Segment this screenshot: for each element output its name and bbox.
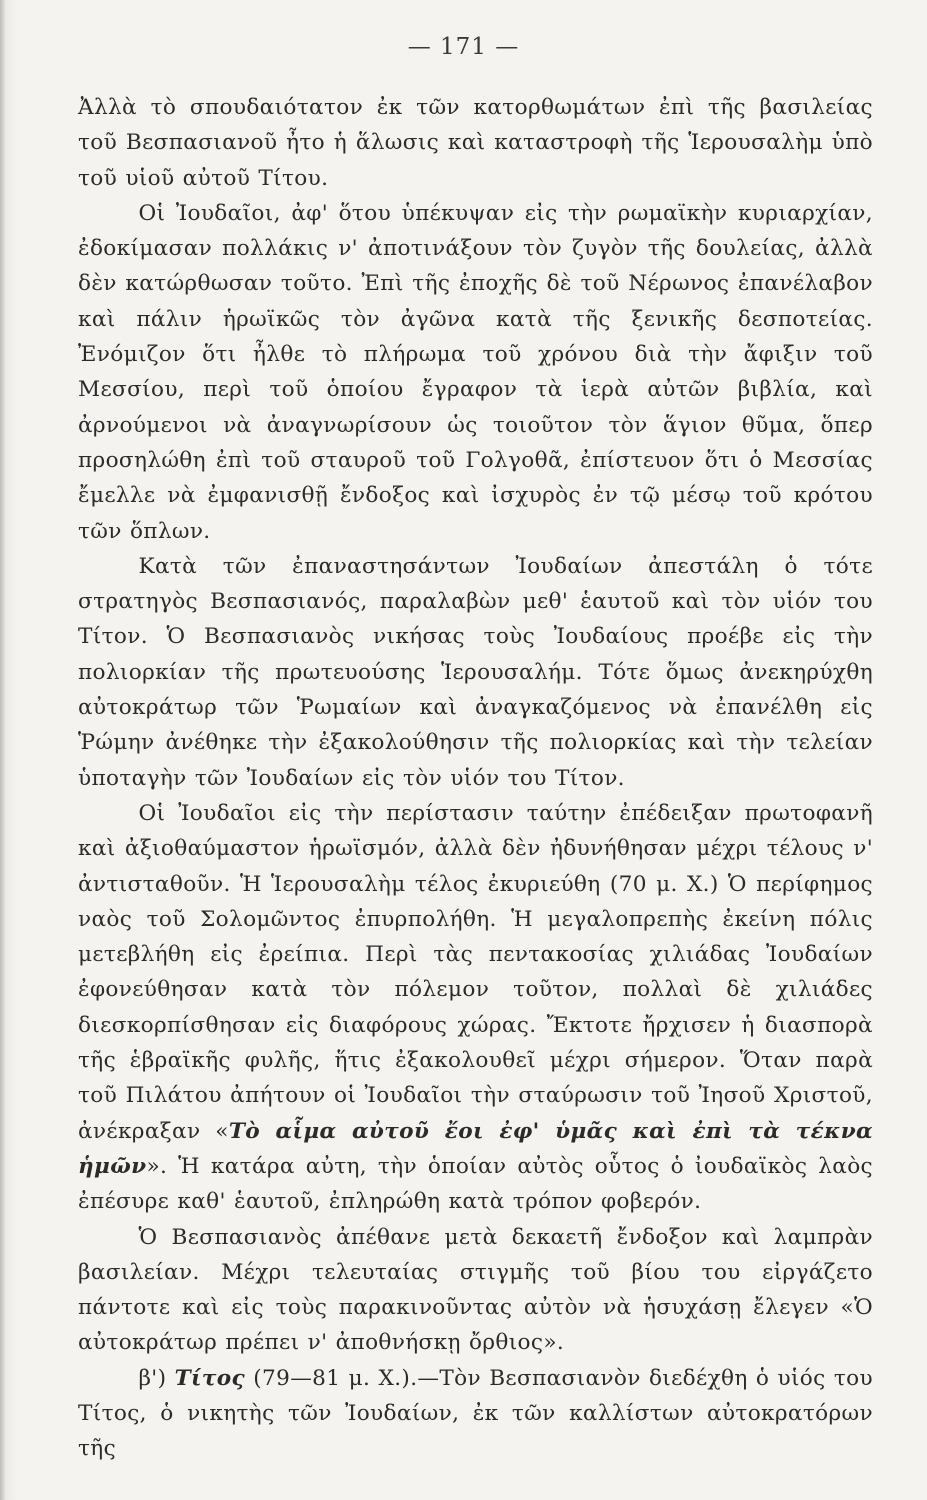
page-number: — 171 —: [407, 34, 520, 60]
section-marker: β'): [138, 1365, 175, 1391]
section-heading-titus: Τίτος: [174, 1365, 245, 1391]
paragraph-4: [78, 796, 873, 1220]
paragraph-4-text-before: Οἱ Ἰουδαῖοι εἰς τὴν περίστασιν ταύτην ἐπέδειξαν πρωτοφανῆ καὶ ἀξιοθαύμαστον ἡρωϊσμόν, ἀλλὰ δὲν ἠδυνήθησαν μέχρι τέλους ν' ἀντισταθοῦν. Ἡ Ἱερουσαλὴμ τέλος ἐκυριεύθη (70 μ. Χ.) Ὁ περίφημος ναὸς τοῦ Σολομῶντος ἐπυρπολήθη. Ἡ μεγαλοπρεπὴς ἐκείνη πόλις μετεβλήθη εἰς ἐρείπια. Περὶ τὰς πεντακοσίας χιλιάδας Ἰουδαίων ἐφονεύθησαν κατὰ τὸν πόλεμον τοῦτον, πολλαὶ δὲ χιλιάδες διεσκορπίσθησαν εἰς διαφόρους χώρας. Ἔκτοτε ἤρχισεν ἡ διασπορὰ τῆς ἑβραϊκῆς φυλῆς, ἥτις ἐξακολουθεῖ μέχρι σήμερον. Ὅταν παρὰ τοῦ Πιλάτου ἀπήτουν οἱ Ἰουδαῖοι τὴν σταύρωσιν τοῦ Ἰησοῦ Χριστοῦ, ἀνέκραξαν «: [78, 800, 873, 1144]
body-text: [78, 90, 873, 1467]
paragraph-2: Οἱ Ἰουδαῖοι, ἀφ' ὅτου ὑπέκυψαν εἰς τὴν ρωμαϊκὴν κυριαρχίαν, ἐδοκίμασαν πολλάκις ν' ἀποτινάξουν τὸν ζυγὸν τῆς δουλείας, ἀλλὰ δὲν κατώρθωσαν τοῦτο. Ἐπὶ τῆς ἐποχῆς δὲ τοῦ Νέρωνος ἐπανέλαβον καὶ πάλιν ἡρωϊκῶς τὸν ἀγῶνα κατὰ τῆς ξενικῆς δεσποτείας. Ἐνόμιζον ὅτι ἦλθε τὸ πλήρωμα τοῦ χρόνου διὰ τὴν ἄφιξιν τοῦ Μεσσίου, περὶ τοῦ ὁποίου ἔγραφον τὰ ἱερὰ αὐτῶν βιβλία, καὶ ἀρνούμενοι νὰ ἀναγνωρίσουν ὡς τοιοῦτον τὸν ἅγιον θῦμα, ὅπερ προσηλώθη ἐπὶ τοῦ σταυροῦ τοῦ Γολγοθᾶ, ἐπίστευον ὅτι ὁ Μεσσίας ἔμελλε νὰ ἐμφανισθῇ ἔνδοξος καὶ ἰσχυρὸς ἐν τῷ μέσῳ τοῦ κρότου τῶν ὅπλων.: [78, 200, 873, 544]
paragraph-3: Κατὰ τῶν ἐπαναστησάντων Ἰουδαίων ἀπεστάλη ὁ τότε στρατηγὸς Βεσπασιανός, παραλαβὼν μεθ' ἑαυτοῦ καὶ τὸν υἱόν του Τίτον. Ὁ Βεσπασιανὸς νικήσας τοὺς Ἰουδαίους προέβε εἰς τὴν πολιορκίαν τῆς πρωτευούσης Ἱερουσαλήμ. Τότε ὅμως ἀνεκηρύχθη αὐτοκράτωρ τῶν Ῥωμαίων καὶ ἀναγκαζόμενος νὰ ἐπανέλθη εἰς Ῥώμην ἀνέθηκε τὴν ἐξακολούθησιν τῆς πολιορκίας καὶ τὴν τελείαν ὑποταγὴν τῶν Ἰουδαίων εἰς τὸν υἱόν του Τίτον.: [78, 553, 873, 791]
paragraph-6: [78, 1361, 873, 1467]
paragraph-6-text: (79—81 μ. Χ.).—Τὸν Βεσπασιανὸν διεδέχθη ὁ υἱός του Τίτος, ὁ νικητὴς τῶν Ἰουδαίων, ἐκ τῶν καλλίστων αὐτοκρατόρων τῆς: [78, 1365, 873, 1462]
binding-shadow: [0, 0, 6, 1500]
paragraph-4-quote: Τὸ αἷμα αὐτοῦ ἔοι ἐφ' ὑμᾶς καὶ ἐπὶ τὰ τέκνα ἡμῶν: [78, 1118, 873, 1179]
paragraph-5: Ὁ Βεσπασιανὸς ἀπέθανε μετὰ δεκαετῆ ἔνδοξον καὶ λαμπρὰν βασιλείαν. Μέχρι τελευταίας στιγμῆς τοῦ βίου του εἰργάζετο πάντοτε καὶ εἰς τοὺς παρακινοῦντας αὐτὸν νὰ ἡσυχάσῃ ἔλεγεν «Ὁ αὐτοκράτωρ πρέπει ν' ἀποθνήσκῃ ὄρθιος».: [78, 1224, 873, 1356]
paragraph-4-text-after: ». Ἡ κατάρα αὐτη, τὴν ὁποίαν αὐτὸς οὗτος ὁ ἰουδαϊκὸς λαὸς ἐπέσυρε καθ' ἑαυτοῦ, ἐπληρώθη κατὰ τρόπον φοβερόν.: [78, 1153, 873, 1215]
paragraph-1: Ἀλλὰ τὸ σπουδαιότατον ἐκ τῶν κατορθωμάτων ἐπὶ τῆς βασιλείας τοῦ Βεσπασιανοῦ ἦτο ἡ ἅλωσις καὶ καταστροφὴ τῆς Ἱερουσαλὴμ ὑπὸ τοῦ υἱοῦ αὐτοῦ Τίτου.: [78, 95, 873, 191]
